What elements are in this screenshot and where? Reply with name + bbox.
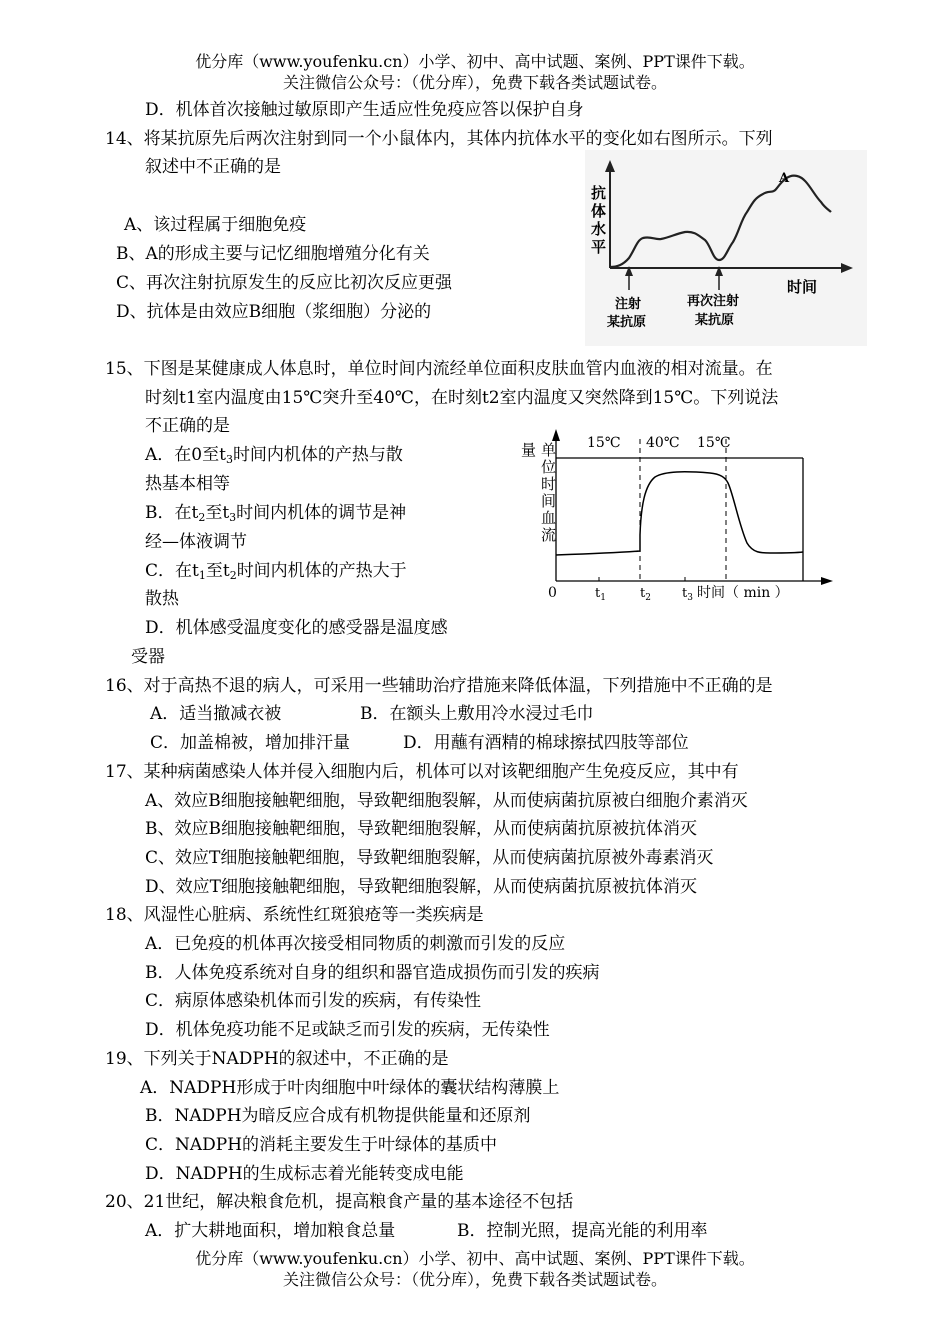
origin-label: 0 <box>548 585 557 601</box>
xlabel-time-min: 时间（ min ） <box>697 585 789 601</box>
ylabel-char-3: 时 <box>541 475 557 493</box>
q14-option-d: D、抗体是由效应B细胞（浆细胞）分泌的 <box>116 302 432 322</box>
q15-option-b-line2: 经—体液调节 <box>145 532 247 552</box>
page-footer-line1: 优分库（www.youfenku.cn）小学、初中、高中试题、案例、PPT课件下载。 <box>195 1249 755 1268</box>
tick-label-t1: $t_1$ <box>595 586 606 603</box>
q16-option-b: B．在额头上敷用冷水浸过毛巾 <box>360 704 594 724</box>
temp-label-2: 40℃ <box>646 435 680 451</box>
q14-stem-line2: 叙述中不正确的是 <box>145 157 281 177</box>
ylabel-left: 量 <box>521 441 537 459</box>
page-footer-line2: 关注微信公众号：（优分库），免费下载各类试题试卷。 <box>282 1270 667 1289</box>
page-header-line2: 关注微信公众号：（优分库），免费下载各类试题试卷。 <box>282 73 667 92</box>
q19-option-b: B．NADPH为暗反应合成有机物提供能量和还原剂 <box>145 1106 531 1126</box>
q17-option-d: D、效应T细胞接触靶细胞，导致靶细胞裂解，从而使病菌抗原被抗体消灭 <box>145 877 697 897</box>
q14-option-c: C、再次注射抗原发生的反应比初次反应更强 <box>116 273 453 293</box>
q20-stem: 20、21世纪，解决粮食危机，提高粮食产量的基本途径不包括 <box>105 1192 574 1212</box>
ylabel-char-2: 位 <box>541 458 557 476</box>
antibody-level-figure <box>585 150 867 346</box>
q16-option-c: C．加盖棉被，增加排汗量 <box>150 733 351 753</box>
q17-option-b: B、效应B细胞接触靶细胞，导致靶细胞裂解，从而使病菌抗原被抗体消灭 <box>145 819 697 839</box>
q15-stem-line1: 15、下图是某健康成人体息时，单位时间内流经单位面积皮肤血管内血液的相对流量。在 <box>105 359 773 379</box>
ylabel-char-6: 流 <box>541 526 557 544</box>
q15-option-c-line2: 散热 <box>145 589 179 609</box>
page-header-line1: 优分库（www.youfenku.cn）小学、初中、高中试题、案例、PPT课件下载。 <box>195 52 755 71</box>
q16-option-a: A．适当撤减衣被 <box>150 704 282 724</box>
q20-option-a: A．扩大耕地面积，增加粮食总量 <box>145 1221 396 1241</box>
ylabel-char-5: 血 <box>541 509 557 527</box>
ylabel-char-1: 单 <box>541 441 557 459</box>
q16-option-d: D．用蘸有酒精的棉球擦拭四肢等部位 <box>403 733 689 753</box>
q17-option-a: A、效应B细胞接触靶细胞，导致靶细胞裂解，从而使病菌抗原被白细胞介素消灭 <box>145 791 748 811</box>
temp-label-1: 15℃ <box>587 435 621 451</box>
temp-label-3: 15℃ <box>697 435 731 451</box>
q19-option-d: D．NADPH的生成标志着光能转变成电能 <box>145 1164 464 1184</box>
ylabel-char-2: 体 <box>591 202 607 220</box>
q15-stem-line2: 时刻t1室内温度由15℃突升至40℃，在时刻t2室内温度又突然降到15℃。下列说法 <box>145 388 779 408</box>
q14-stem-line1: 14、将某抗原先后两次注射到同一个小鼠体内，其体内抗体水平的变化如右图所示。下列 <box>105 129 773 149</box>
q18-stem: 18、风湿性心脏病、系统性红斑狼疮等一类疾病是 <box>105 905 484 925</box>
q15-option-a-line1: A．在0至$t_3$时间内机体的产热与散 <box>145 445 403 466</box>
q19-option-c: C．NADPH的消耗主要发生于叶绿体的基质中 <box>145 1135 498 1155</box>
q14-option-b: B、A的形成主要与记忆细胞增殖分化有关 <box>116 244 430 264</box>
q17-option-c: C、效应T细胞接触靶细胞，导致靶细胞裂解，从而使病菌抗原被外毒素消灭 <box>145 848 714 868</box>
blood-flow-curve <box>556 472 803 555</box>
q18-option-a: A．已免疫的机体再次接受相同物质的刺激而引发的反应 <box>145 934 566 954</box>
q15-stem-line3: 不正确的是 <box>145 416 230 436</box>
q18-option-d: D．机体免疫功能不足或缺乏而引发的疾病，无传染性 <box>145 1020 550 1040</box>
y-axis-arrow <box>552 429 560 441</box>
q15-option-b-line1: B．在$t_2$至$t_3$时间内机体的调节是神 <box>145 503 407 524</box>
tick-label-t2: $t_2$ <box>640 586 651 603</box>
q15-option-d-line2: 受器 <box>131 647 165 667</box>
inject2-label-line2: 某抗原 <box>695 313 735 328</box>
q16-stem: 16、对于高热不退的病人，可采用一些辅助治疗措施来降低体温，下列措施中不正确的是 <box>105 676 773 696</box>
xlabel-time: 时间 <box>787 278 818 296</box>
ylabel-char-3: 水 <box>591 220 607 238</box>
q19-option-a: A．NADPH形成于叶肉细胞中叶绿体的囊状结构薄膜上 <box>140 1078 560 1098</box>
ylabel-char-4: 间 <box>541 492 557 510</box>
peak-label-a: A <box>779 171 790 186</box>
x-axis-arrow <box>821 577 833 585</box>
blood-flow-figure <box>515 425 840 605</box>
q18-option-c: C．病原体感染机体而引发的疾病，有传染性 <box>145 991 482 1011</box>
q14-option-a: A、该过程属于细胞免疫 <box>124 215 307 235</box>
inject2-label-line1: 再次注射 <box>687 294 740 309</box>
q13-option-d: D．机体首次接触过敏原即产生适应性免疫应答以保护自身 <box>145 100 584 120</box>
q20-option-b: B．控制光照，提高光能的利用率 <box>457 1221 708 1241</box>
tick-label-t3: $t_3$ <box>682 586 693 603</box>
q15-option-a-line2: 热基本相等 <box>145 474 230 494</box>
inject1-label-line1: 注射 <box>615 297 642 312</box>
q19-stem: 19、下列关于NADPH的叙述中，不正确的是 <box>105 1049 449 1069</box>
q15-option-d-line1: D．机体感受温度变化的感受器是温度感 <box>145 618 448 638</box>
q17-stem: 17、某种病菌感染人体并侵入细胞内后，机体可以对该靶细胞产生免疫反应，其中有 <box>105 762 739 782</box>
inject1-label-line2: 某抗原 <box>607 315 647 330</box>
q18-option-b: B．人体免疫系统对自身的组织和器官造成损伤而引发的疾病 <box>145 963 600 983</box>
ylabel-char-4: 平 <box>591 238 607 256</box>
q15-option-c-line1: C．在$t_1$至$t_2$时间内机体的产热大于 <box>145 561 407 582</box>
ylabel-char-1: 抗 <box>591 184 607 202</box>
